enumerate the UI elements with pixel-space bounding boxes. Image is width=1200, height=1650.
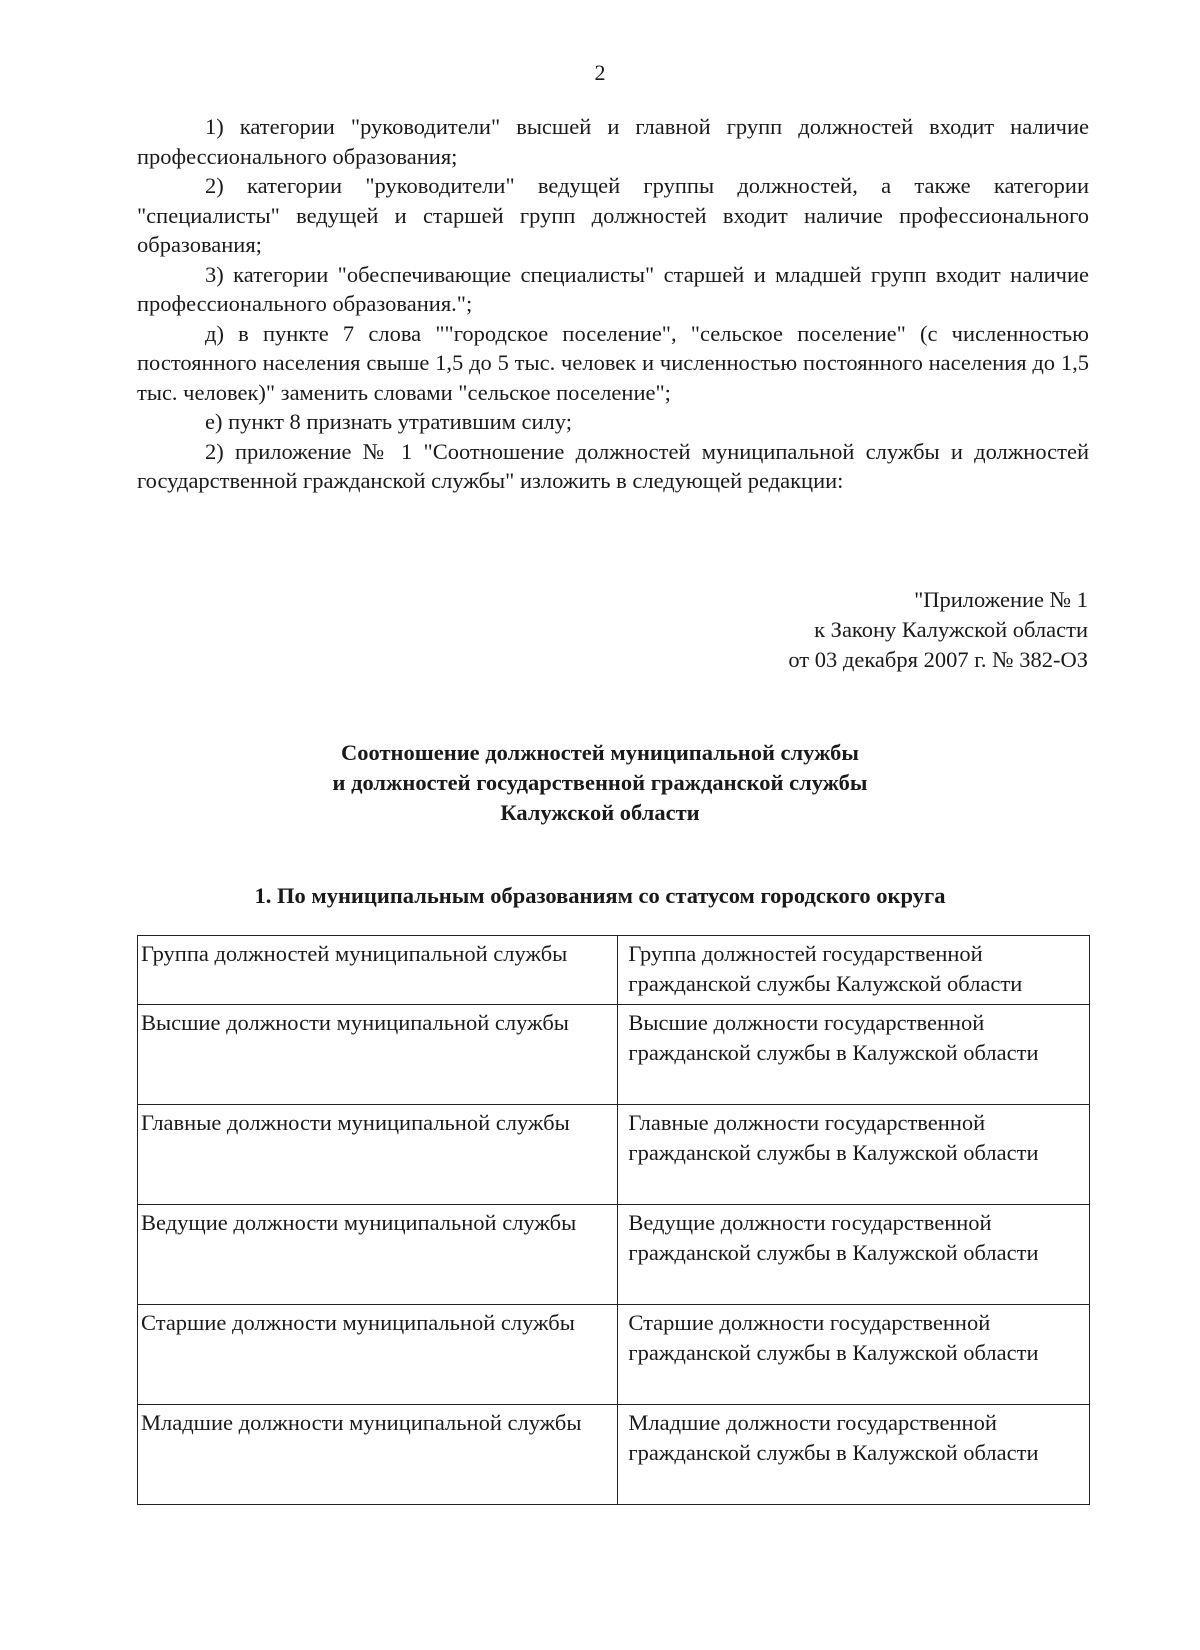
paragraph: 1) категории "руководители" высшей и главной групп должностей входит наличие профессионального образования; [137,114,1089,169]
paragraph: 2) приложение № 1 "Соотношение должностей муниципальной службы и должностей государственной гражданской службы" изложить в следующей редакции: [137,438,1089,493]
page-number: 2 [594,60,606,85]
appendix-line: к Закону Калужской области [814,617,1088,642]
table-cell: Младшие должности муниципальной службы [138,1405,618,1505]
paragraph: д) в пункте 7 слова ""городское поселение", "сельское поселение" (с численностью постоянного населения свыше 1,5 до 5 тыс. человек и численностью постоянного населения до 1,5 тыс. человек)" заменить словами "сельское поселение"; [137,320,1089,405]
table-cell: Высшие должности государственной гражданской службы в Калужской области [618,1005,1090,1105]
table-cell: Главные должности муниципальной службы [138,1105,618,1205]
paragraph: 3) категории "обеспечивающие специалисты" старшей и младшей групп входит наличие профессионального образования."; [137,261,1089,316]
table-header-row [138,936,1090,1005]
correspondence-table [137,935,1090,1505]
table-row [138,1205,1090,1305]
table-cell: Группа должностей государственной гражданской службы Калужской области [618,936,1090,1005]
section-title: 1. По муниципальным образованиям со статусом городского округа [254,883,946,908]
title-line: Калужской области [500,800,700,825]
table-cell: Старшие должности муниципальной службы [138,1305,618,1405]
document-title [0,738,1200,828]
appendix-line: "Приложение № 1 [914,587,1088,612]
table-cell: Младшие должности государственной гражданской службы в Калужской области [618,1405,1090,1505]
document-body [137,112,1089,496]
table-row [138,1305,1090,1405]
table-row [138,1105,1090,1205]
paragraph: е) пункт 8 признать утратившим силу; [205,409,572,434]
table-cell: Группа должностей муниципальной службы [138,936,618,1005]
table-cell: Высшие должности муниципальной службы [138,1005,618,1105]
table-row [138,1405,1090,1505]
table-cell: Ведущие должности государственной гражданской службы в Калужской области [618,1205,1090,1305]
table-cell: Старшие должности государственной гражданской службы в Калужской области [618,1305,1090,1405]
table-row [138,1005,1090,1105]
title-line: и должностей государственной гражданской службы [332,770,868,795]
table-cell: Главные должности государственной гражданской службы в Калужской области [618,1105,1090,1205]
table-cell: Ведущие должности муниципальной службы [138,1205,618,1305]
paragraph: 2) категории "руководители" ведущей группы должностей, а также категории "специалисты" ведущей и старшей групп должностей входит наличие профессионального образования; [137,173,1089,257]
appendix-line: от 03 декабря 2007 г. № 382-ОЗ [788,647,1088,672]
title-line: Соотношение должностей муниципальной службы [341,740,859,765]
appendix-reference [788,585,1088,675]
